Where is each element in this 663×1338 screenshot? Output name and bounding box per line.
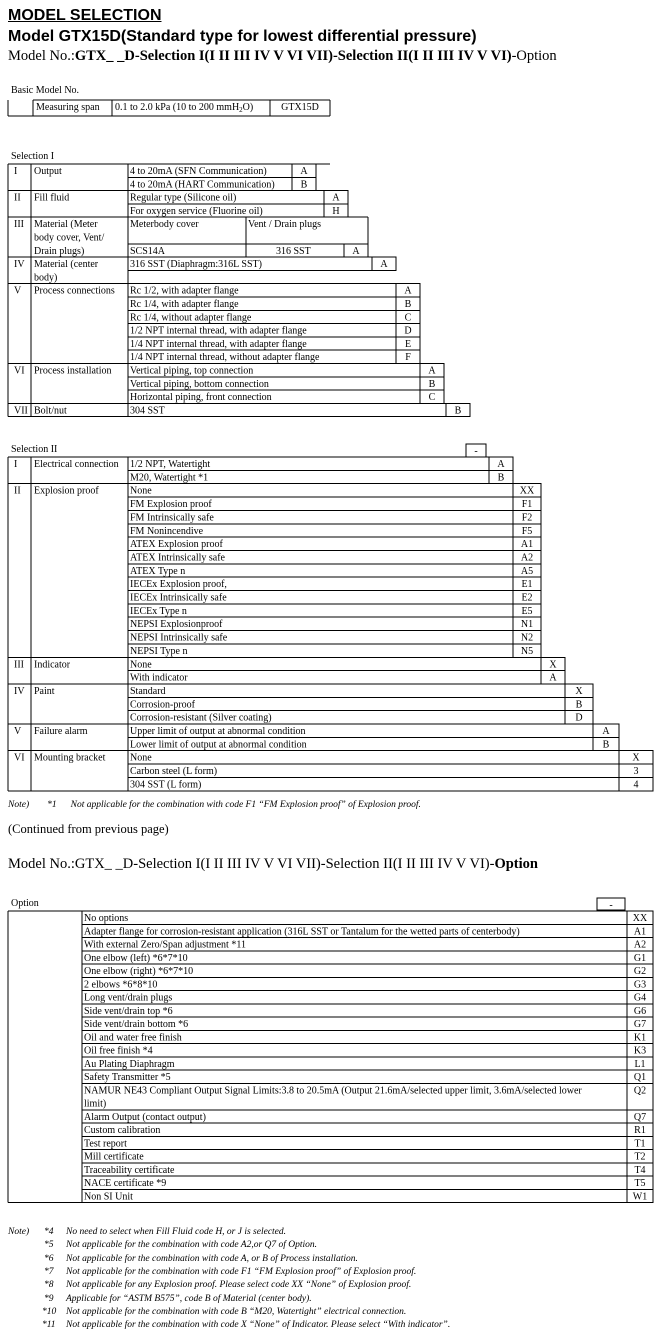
option-code: B xyxy=(602,739,610,751)
note-mark: *6 xyxy=(44,1253,54,1264)
option-text: Corrosion-resistant (Silver coating) xyxy=(130,712,272,724)
option-code: T5 xyxy=(634,1178,646,1189)
selection2-caption: Selection II xyxy=(11,444,58,455)
option-text: ATEX Explosion proof xyxy=(130,539,223,551)
option-code: A5 xyxy=(520,565,534,577)
page-title: MODEL SELECTION xyxy=(8,7,162,24)
continued-label: (Continued from previous page) xyxy=(8,822,169,836)
option-code: G4 xyxy=(633,992,647,1004)
option-text: Vertical piping, bottom connection xyxy=(130,378,269,390)
option-text: 1/2 NPT, Watertight xyxy=(130,459,211,470)
option-code: E2 xyxy=(521,592,533,604)
option-code: T2 xyxy=(634,1151,646,1163)
section-name: Output xyxy=(34,166,62,177)
option-text: NACE certificate *9 xyxy=(84,1178,167,1189)
basic-label: Measuring span xyxy=(36,102,100,113)
note-mark: *5 xyxy=(44,1240,54,1251)
model-code: GTX_ _D-Selection I(I II III IV V VI VII)-Selection II(I II III IV V VI) xyxy=(74,48,512,64)
option-code: B xyxy=(497,472,505,484)
option-text: Rc 1/4, without adapter flange xyxy=(130,312,252,324)
option-code: B xyxy=(428,378,436,390)
option-code: G2 xyxy=(633,966,647,977)
option-text: 1/4 NPT internal thread, with adapter flange xyxy=(130,338,307,350)
roman-VI: VI xyxy=(14,365,25,377)
option-code: Q7 xyxy=(633,1111,647,1123)
option-code: A xyxy=(549,672,557,684)
option-text: 1/2 NPT internal thread, with adapter flange xyxy=(130,325,307,337)
option-code: A xyxy=(404,285,412,297)
option-text: With indicator xyxy=(130,672,188,684)
note-text: Not applicable for the combination with code B “M20, Watertight” electrical connection. xyxy=(66,1306,407,1317)
option-text: IECEx Type n xyxy=(130,605,187,617)
note-mark: *7 xyxy=(44,1266,54,1277)
note-mark: *9 xyxy=(44,1293,54,1304)
option-code: 4 xyxy=(633,779,639,791)
option-text: ATEX Intrinsically safe xyxy=(130,552,225,564)
dash-box: - xyxy=(474,446,478,457)
option-text: Corrosion-proof xyxy=(130,699,195,711)
roman-I: I xyxy=(14,459,18,470)
note-mark: *4 xyxy=(44,1227,54,1237)
roman-III: III xyxy=(14,659,24,671)
option-code: X xyxy=(575,685,583,697)
section-name: Electrical connection xyxy=(34,459,119,470)
option-text: Adapter flange for corrosion-resistant application (316L SST or Tantalum for the wetted parts of centerbody) xyxy=(84,926,520,938)
option-text: None xyxy=(130,485,152,497)
roman-I: I xyxy=(14,166,18,177)
section-name: Process installation xyxy=(34,365,112,377)
note-text: Applicable for “ASTM B575”, code B of Material (center body). xyxy=(66,1293,312,1304)
option-text: NEPSI Explosionproof xyxy=(130,619,223,631)
option-text: Non SI Unit xyxy=(84,1191,133,1203)
section-name: Failure alarm xyxy=(34,726,88,737)
roman-VI: VI xyxy=(14,752,25,764)
option-code: Q1 xyxy=(633,1072,647,1083)
option-text: With external Zero/Span adjustment *11 xyxy=(84,939,246,951)
section-name: body cover, Vent/ xyxy=(34,232,105,244)
option-text: Traceability certificate xyxy=(84,1164,175,1176)
note-text: Not applicable for the combination with code F1 “FM Explosion proof” of Explosion proof. xyxy=(66,1266,417,1277)
option-text: IECEx Intrinsically safe xyxy=(130,592,227,604)
option-text: 4 to 20mA (HART Communication) xyxy=(130,179,275,191)
note-text: Not applicable for the combination with code X “None” of Indicator. Please select “With indicator”. xyxy=(66,1320,451,1331)
option-code: F5 xyxy=(521,525,533,537)
option-text: Horizontal piping, front connection xyxy=(130,392,272,404)
option-code: D xyxy=(404,325,412,337)
roman-II: II xyxy=(14,192,21,204)
option-text: Mill certificate xyxy=(84,1151,144,1163)
material-val: 316 SST xyxy=(276,245,311,257)
selection1-caption: Selection I xyxy=(11,151,55,162)
option-text: FM Nonincendive xyxy=(130,525,204,537)
note-mark: *11 xyxy=(42,1320,56,1331)
section-name: body) xyxy=(34,272,58,284)
option-text: NEPSI Type n xyxy=(130,645,188,657)
option-code: K1 xyxy=(633,1032,647,1044)
option-text: Vertical piping, top connection xyxy=(130,365,254,377)
option-code: A xyxy=(380,259,388,271)
option-text: NEPSI Intrinsically safe xyxy=(130,632,228,644)
option-code: N5 xyxy=(520,645,534,657)
option-code: A xyxy=(497,459,505,470)
option-code: A xyxy=(300,166,308,177)
option-code: XX xyxy=(519,485,535,497)
roman-V: V xyxy=(14,285,22,297)
option-code: X xyxy=(549,659,557,671)
option-code: N1 xyxy=(520,619,534,631)
option-text: 316 SST (Diaphragm:316L SST) xyxy=(130,259,262,271)
option-code: A2 xyxy=(520,552,534,564)
option-code: X xyxy=(632,752,640,764)
option-caption: Option xyxy=(11,898,39,909)
option-code: A xyxy=(352,245,360,257)
option-text: Au Plating Diaphragm xyxy=(84,1058,175,1070)
option-text: Lower limit of output at abnormal condition xyxy=(130,739,307,751)
note-text: Not applicable for any Explosion proof. Please select code XX “None” of Explosion proof. xyxy=(66,1280,412,1291)
option-code: K3 xyxy=(633,1045,647,1057)
option-text: Side vent/drain top *6 xyxy=(84,1005,173,1017)
option-text: Oil free finish *4 xyxy=(84,1045,153,1057)
option-text: Rc 1/4, with adapter flange xyxy=(130,299,239,310)
option-code: B xyxy=(404,299,412,310)
option-code: L1 xyxy=(634,1058,646,1070)
option-text: M20, Watertight *1 xyxy=(130,472,209,484)
option-code: Q2 xyxy=(633,1085,647,1097)
option-text: Alarm Output (contact output) xyxy=(84,1111,206,1123)
option-code: B xyxy=(575,699,583,711)
option-text: 2 elbows *6*8*10 xyxy=(84,979,158,991)
dash-box: - xyxy=(609,900,613,911)
option-text: Oil and water free finish xyxy=(84,1032,182,1044)
note-mark: *10 xyxy=(42,1306,57,1317)
roman-VII: VII xyxy=(14,405,28,417)
option-code: XX xyxy=(632,913,648,924)
model-prefix: Model No.: xyxy=(8,48,75,64)
section-name: Mounting bracket xyxy=(34,752,106,764)
section-name: Process connections xyxy=(34,285,115,297)
option-text: Regular type (Silicone oil) xyxy=(130,192,237,204)
option-code: T1 xyxy=(634,1138,646,1150)
option-text: Test report xyxy=(84,1138,127,1150)
option-code: C xyxy=(428,392,436,404)
option-text: For oxygen service (Fluorine oil) xyxy=(130,205,263,217)
roman-III: III xyxy=(14,219,24,231)
option-code: B xyxy=(300,179,308,191)
section-name: Material (center xyxy=(34,259,99,271)
note-text: No need to select when Fill Fluid code H, or J is selected. xyxy=(66,1227,287,1237)
option-code: C xyxy=(404,312,412,324)
note-text: Not applicable for the combination with code A, or B of Process installation. xyxy=(66,1253,358,1264)
section-name: Indicator xyxy=(34,659,71,671)
basic-caption: Basic Model No. xyxy=(11,85,80,96)
section-name: Drain plugs) xyxy=(34,245,85,257)
roman-IV: IV xyxy=(14,685,25,697)
option-code: E5 xyxy=(521,605,533,617)
option-code: T4 xyxy=(634,1164,646,1176)
material-head: Vent / Drain plugs xyxy=(248,219,322,231)
basic-code: GTX15D xyxy=(281,102,319,113)
table-texts xyxy=(14,102,648,1202)
material-val: SCS14A xyxy=(130,245,166,257)
notes-label: Note) xyxy=(8,1227,30,1237)
roman-IV: IV xyxy=(14,259,25,271)
option-code: G3 xyxy=(633,979,647,991)
option-code: N2 xyxy=(520,632,534,644)
note-mark: *8 xyxy=(44,1280,54,1291)
option-code: E1 xyxy=(521,579,533,591)
option-code: E xyxy=(404,338,412,350)
section-name: Bolt/nut xyxy=(34,405,67,417)
option-text: Rc 1/2, with adapter flange xyxy=(130,285,239,297)
option-code: W1 xyxy=(632,1191,648,1203)
option-code: R1 xyxy=(634,1125,646,1136)
option-text: Side vent/drain bottom *6 xyxy=(84,1019,189,1030)
option-code: A xyxy=(428,365,436,377)
option-code: F1 xyxy=(521,499,533,511)
option-text: FM Intrinsically safe xyxy=(130,512,214,524)
model-suffix: -Option xyxy=(511,48,557,64)
option-code: D xyxy=(575,712,583,724)
roman-V: V xyxy=(14,726,22,737)
option-text: 304 SST (L form) xyxy=(130,779,202,791)
section-name: Explosion proof xyxy=(34,485,99,497)
option-code: 3 xyxy=(633,766,639,778)
option-code: B xyxy=(454,405,462,417)
option-text: Carbon steel (L form) xyxy=(130,766,218,778)
option-text: ATEX Type n xyxy=(130,565,186,577)
option-code: G1 xyxy=(633,952,647,964)
option-text: 4 to 20mA (SFN Communication) xyxy=(130,166,267,177)
section-name: Fill fluid xyxy=(34,192,70,204)
option-code: A xyxy=(602,726,610,737)
option-text: 1/4 NPT internal thread, without adapter flange xyxy=(130,352,320,364)
option-code: A1 xyxy=(520,539,534,551)
option-text: Standard xyxy=(130,685,166,697)
option-code: F2 xyxy=(521,512,533,524)
note-1: Note) *1 Not applicable for the combination with code F1 “FM Explosion proof” of Explosion proof. xyxy=(8,800,421,810)
option-text: IECEx Explosion proof, xyxy=(130,579,227,591)
option-code: A xyxy=(332,192,340,204)
note-text: Not applicable for the combination with code A2,or Q7 of Option. xyxy=(66,1240,318,1251)
model-number-line-2: Model No.:GTX_ _D-Selection I(I II III IV V VI VII)-Selection II(I II III IV V VI)-Option xyxy=(8,856,538,872)
option-text: limit) xyxy=(84,1098,107,1110)
option-text: Upper limit of output at abnormal condition xyxy=(130,726,306,737)
option-text: 304 SST xyxy=(130,405,165,417)
option-code: A1 xyxy=(633,926,647,938)
roman-II: II xyxy=(14,485,21,497)
section-name: Material (Meter xyxy=(34,219,98,231)
option-text: FM Explosion proof xyxy=(130,499,212,511)
option-code: F xyxy=(405,352,411,364)
option-code: A2 xyxy=(633,939,647,951)
page-subtitle: Model GTX15D(Standard type for lowest differential pressure) xyxy=(8,28,477,45)
option-text: One elbow (right) *6*7*10 xyxy=(84,966,194,977)
option-text: Safety Transmitter *5 xyxy=(84,1072,171,1083)
option-text: NAMUR NE43 Compliant Output Signal Limits:3.8 to 20.5mA (Output 21.6mA/selected upper limit, 3.6mA/selected lower xyxy=(84,1085,582,1097)
section-name: Paint xyxy=(34,685,55,697)
option-code: G6 xyxy=(633,1005,647,1017)
option-text: None xyxy=(130,752,152,764)
option-text: None xyxy=(130,659,152,671)
option-text: Long vent/drain plugs xyxy=(84,992,173,1004)
option-code: H xyxy=(332,205,340,217)
material-head: Meterbody cover xyxy=(130,219,199,231)
option-code: G7 xyxy=(633,1019,647,1030)
option-text: Custom calibration xyxy=(84,1125,161,1136)
basic-range: 0.1 to 2.0 kPa (10 to 200 mmH$_2$O) xyxy=(115,102,254,114)
option-text: One elbow (left) *6*7*10 xyxy=(84,952,188,964)
option-text: No options xyxy=(84,913,129,924)
